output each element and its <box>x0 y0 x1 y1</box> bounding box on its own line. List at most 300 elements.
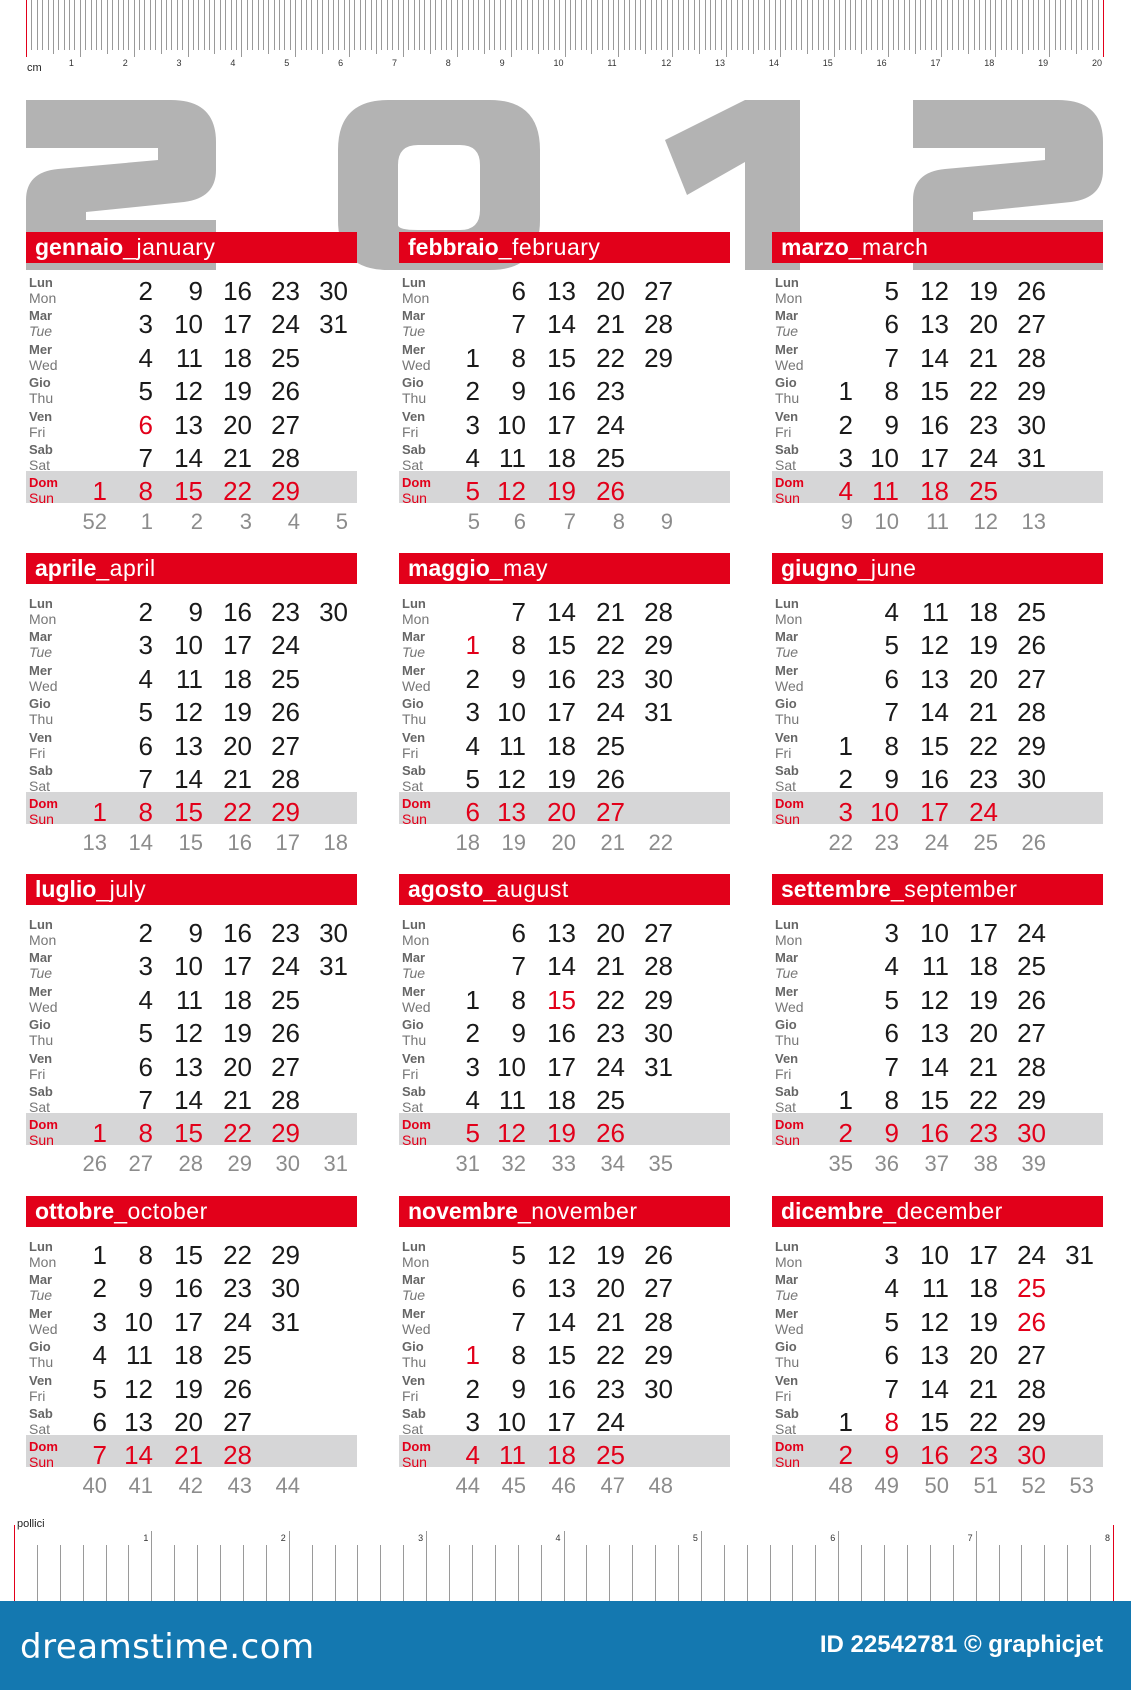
calendar-date[interactable]: 4 <box>465 730 480 761</box>
calendar-date[interactable]: 2 <box>465 376 480 407</box>
holiday-date[interactable]: 30 <box>1017 1118 1046 1149</box>
calendar-date[interactable]: 4 <box>884 597 899 627</box>
calendar-date[interactable]: 27 <box>1017 309 1046 340</box>
calendar-date[interactable]: 20 <box>223 730 252 761</box>
calendar-date[interactable]: 27 <box>223 1407 252 1437</box>
calendar-date[interactable]: 26 <box>1017 630 1046 661</box>
calendar-date[interactable]: 3 <box>138 951 153 982</box>
holiday-date[interactable]: 29 <box>271 1118 300 1149</box>
holiday-date[interactable]: 25 <box>596 1440 625 1471</box>
holiday-date[interactable]: 5 <box>465 476 480 507</box>
calendar-date[interactable]: 10 <box>174 951 203 982</box>
holiday-date[interactable]: 15 <box>547 984 576 1015</box>
calendar-date[interactable]: 19 <box>596 1240 625 1270</box>
calendar-date[interactable]: 14 <box>920 1373 949 1404</box>
calendar-date[interactable]: 4 <box>465 443 480 473</box>
calendar-date[interactable]: 7 <box>511 309 526 340</box>
calendar-date[interactable]: 14 <box>174 1085 203 1115</box>
calendar-date[interactable]: 11 <box>922 597 949 627</box>
calendar-date[interactable]: 16 <box>223 918 252 948</box>
calendar-date[interactable]: 26 <box>223 1373 252 1404</box>
calendar-date[interactable]: 4 <box>138 342 153 373</box>
calendar-date[interactable]: 31 <box>319 309 348 340</box>
calendar-date[interactable]: 13 <box>174 1051 203 1082</box>
calendar-date[interactable]: 29 <box>1017 1407 1046 1437</box>
calendar-date[interactable]: 9 <box>511 663 526 694</box>
calendar-date[interactable]: 8 <box>511 1340 526 1371</box>
calendar-date[interactable]: 16 <box>223 276 252 306</box>
calendar-date[interactable]: 9 <box>884 764 899 794</box>
calendar-date[interactable]: 24 <box>596 1407 625 1437</box>
calendar-date[interactable]: 13 <box>920 1340 949 1371</box>
calendar-date[interactable]: 22 <box>969 376 998 407</box>
calendar-date[interactable]: 19 <box>969 1306 998 1337</box>
calendar-date[interactable]: 10 <box>124 1306 153 1337</box>
calendar-date[interactable]: 29 <box>271 1240 300 1270</box>
calendar-date[interactable]: 10 <box>174 630 203 661</box>
calendar-date[interactable]: 27 <box>1017 1018 1046 1049</box>
holiday-date[interactable]: 19 <box>547 476 576 507</box>
calendar-date[interactable]: 5 <box>92 1373 107 1404</box>
calendar-date[interactable]: 5 <box>511 1240 526 1270</box>
holiday-date[interactable]: 14 <box>124 1440 153 1471</box>
calendar-date[interactable]: 27 <box>271 730 300 761</box>
calendar-date[interactable]: 27 <box>1017 1340 1046 1371</box>
calendar-date[interactable]: 29 <box>644 1340 673 1371</box>
calendar-date[interactable]: 5 <box>465 764 480 794</box>
calendar-date[interactable]: 25 <box>223 1340 252 1371</box>
calendar-date[interactable]: 13 <box>920 663 949 694</box>
calendar-date[interactable]: 6 <box>884 1340 899 1371</box>
holiday-date[interactable]: 8 <box>138 1118 153 1149</box>
calendar-date[interactable]: 17 <box>547 409 576 440</box>
calendar-date[interactable]: 30 <box>1017 764 1046 794</box>
calendar-date[interactable]: 21 <box>223 764 252 794</box>
calendar-date[interactable]: 20 <box>223 409 252 440</box>
calendar-date[interactable]: 4 <box>138 663 153 694</box>
calendar-date[interactable]: 22 <box>223 1240 252 1270</box>
holiday-date[interactable]: 18 <box>920 476 949 507</box>
calendar-date[interactable]: 10 <box>920 918 949 948</box>
calendar-date[interactable]: 17 <box>920 443 949 473</box>
holiday-date[interactable]: 22 <box>223 476 252 507</box>
calendar-date[interactable]: 4 <box>884 951 899 982</box>
calendar-date[interactable]: 26 <box>1017 984 1046 1015</box>
calendar-date[interactable]: 25 <box>271 984 300 1015</box>
calendar-date[interactable]: 6 <box>884 309 899 340</box>
calendar-date[interactable]: 18 <box>547 1085 576 1115</box>
calendar-date[interactable]: 26 <box>644 1240 673 1270</box>
calendar-date[interactable]: 3 <box>92 1306 107 1337</box>
calendar-date[interactable]: 14 <box>547 597 576 627</box>
calendar-date[interactable]: 6 <box>884 663 899 694</box>
calendar-date[interactable]: 8 <box>884 730 899 761</box>
calendar-date[interactable]: 3 <box>465 409 480 440</box>
holiday-date[interactable]: 28 <box>223 1440 252 1471</box>
calendar-date[interactable]: 20 <box>969 663 998 694</box>
calendar-date[interactable]: 29 <box>644 984 673 1015</box>
calendar-date[interactable]: 28 <box>1017 1051 1046 1082</box>
calendar-date[interactable]: 12 <box>174 697 203 728</box>
calendar-date[interactable]: 1 <box>465 984 480 1015</box>
calendar-date[interactable]: 23 <box>271 597 300 627</box>
calendar-date[interactable]: 11 <box>176 342 203 373</box>
calendar-date[interactable]: 16 <box>547 663 576 694</box>
calendar-date[interactable]: 25 <box>1017 951 1046 982</box>
calendar-date[interactable]: 24 <box>271 951 300 982</box>
calendar-date[interactable]: 28 <box>1017 342 1046 373</box>
calendar-date[interactable]: 31 <box>644 697 673 728</box>
calendar-date[interactable]: 1 <box>838 1085 853 1115</box>
calendar-date[interactable]: 17 <box>547 1407 576 1437</box>
calendar-date[interactable]: 14 <box>547 951 576 982</box>
calendar-date[interactable]: 11 <box>176 663 203 694</box>
calendar-date[interactable]: 8 <box>511 342 526 373</box>
calendar-date[interactable]: 27 <box>271 409 300 440</box>
calendar-date[interactable]: 10 <box>497 409 526 440</box>
calendar-date[interactable]: 25 <box>596 1085 625 1115</box>
calendar-date[interactable]: 12 <box>497 764 526 794</box>
calendar-date[interactable]: 25 <box>596 730 625 761</box>
calendar-date[interactable]: 2 <box>138 918 153 948</box>
calendar-date[interactable]: 20 <box>596 276 625 306</box>
calendar-date[interactable]: 23 <box>596 663 625 694</box>
calendar-date[interactable]: 30 <box>319 597 348 627</box>
calendar-date[interactable]: 29 <box>644 630 673 661</box>
calendar-date[interactable]: 9 <box>188 597 203 627</box>
holiday-date[interactable]: 11 <box>499 1440 526 1471</box>
calendar-date[interactable]: 12 <box>174 1018 203 1049</box>
calendar-date[interactable]: 16 <box>174 1273 203 1304</box>
calendar-date[interactable]: 7 <box>138 1085 153 1115</box>
calendar-date[interactable]: 21 <box>596 1306 625 1337</box>
calendar-date[interactable]: 24 <box>223 1306 252 1337</box>
calendar-date[interactable]: 19 <box>969 984 998 1015</box>
calendar-date[interactable]: 17 <box>547 697 576 728</box>
calendar-date[interactable]: 7 <box>884 342 899 373</box>
calendar-date[interactable]: 14 <box>920 1051 949 1082</box>
calendar-date[interactable]: 7 <box>884 1051 899 1082</box>
calendar-date[interactable]: 6 <box>138 730 153 761</box>
calendar-date[interactable]: 18 <box>547 730 576 761</box>
calendar-date[interactable]: 7 <box>138 443 153 473</box>
calendar-date[interactable]: 14 <box>920 342 949 373</box>
holiday-date[interactable]: 12 <box>497 1118 526 1149</box>
calendar-date[interactable]: 3 <box>465 1407 480 1437</box>
holiday-date[interactable]: 25 <box>1017 1273 1046 1304</box>
calendar-date[interactable]: 6 <box>884 1018 899 1049</box>
holiday-date[interactable]: 15 <box>174 797 203 828</box>
calendar-date[interactable]: 21 <box>969 697 998 728</box>
calendar-date[interactable]: 15 <box>547 630 576 661</box>
calendar-date[interactable]: 10 <box>497 697 526 728</box>
calendar-date[interactable]: 13 <box>547 1273 576 1304</box>
calendar-date[interactable]: 15 <box>174 1240 203 1270</box>
holiday-date[interactable]: 15 <box>174 476 203 507</box>
calendar-date[interactable]: 21 <box>223 1085 252 1115</box>
calendar-date[interactable]: 20 <box>596 1273 625 1304</box>
calendar-date[interactable]: 11 <box>499 1085 526 1115</box>
calendar-date[interactable]: 29 <box>1017 730 1046 761</box>
calendar-date[interactable]: 12 <box>920 630 949 661</box>
calendar-date[interactable]: 3 <box>465 697 480 728</box>
calendar-date[interactable]: 24 <box>271 630 300 661</box>
calendar-date[interactable]: 9 <box>188 276 203 306</box>
calendar-date[interactable]: 27 <box>644 276 673 306</box>
holiday-date[interactable]: 23 <box>969 1440 998 1471</box>
calendar-date[interactable]: 23 <box>271 918 300 948</box>
holiday-date[interactable]: 1 <box>465 630 480 661</box>
holiday-date[interactable]: 22 <box>223 797 252 828</box>
calendar-date[interactable]: 29 <box>1017 376 1046 407</box>
calendar-date[interactable]: 2 <box>138 597 153 627</box>
calendar-date[interactable]: 26 <box>271 376 300 407</box>
calendar-date[interactable]: 17 <box>223 630 252 661</box>
calendar-date[interactable]: 19 <box>223 697 252 728</box>
calendar-date[interactable]: 6 <box>138 1051 153 1082</box>
holiday-date[interactable]: 8 <box>138 476 153 507</box>
calendar-date[interactable]: 8 <box>138 1240 153 1270</box>
calendar-date[interactable]: 21 <box>969 1051 998 1082</box>
holiday-date[interactable]: 30 <box>1017 1440 1046 1471</box>
calendar-date[interactable]: 4 <box>92 1340 107 1371</box>
calendar-date[interactable]: 15 <box>547 1340 576 1371</box>
calendar-date[interactable]: 28 <box>644 309 673 340</box>
holiday-date[interactable]: 8 <box>884 1407 899 1437</box>
calendar-date[interactable]: 11 <box>499 443 526 473</box>
calendar-date[interactable]: 6 <box>511 918 526 948</box>
holiday-date[interactable]: 13 <box>497 797 526 828</box>
holiday-date[interactable]: 29 <box>271 797 300 828</box>
calendar-date[interactable]: 9 <box>511 376 526 407</box>
calendar-date[interactable]: 30 <box>644 1018 673 1049</box>
calendar-date[interactable]: 1 <box>92 1240 107 1270</box>
calendar-date[interactable]: 7 <box>511 951 526 982</box>
calendar-date[interactable]: 24 <box>1017 918 1046 948</box>
holiday-date[interactable]: 19 <box>547 1118 576 1149</box>
holiday-date[interactable]: 26 <box>1017 1306 1046 1337</box>
calendar-date[interactable]: 13 <box>547 918 576 948</box>
calendar-date[interactable]: 3 <box>838 443 853 473</box>
calendar-date[interactable]: 25 <box>271 342 300 373</box>
calendar-date[interactable]: 8 <box>884 376 899 407</box>
holiday-date[interactable]: 3 <box>838 797 853 828</box>
calendar-date[interactable]: 5 <box>884 984 899 1015</box>
calendar-date[interactable]: 21 <box>596 951 625 982</box>
calendar-date[interactable]: 7 <box>884 697 899 728</box>
holiday-date[interactable]: 2 <box>838 1440 853 1471</box>
calendar-date[interactable]: 16 <box>547 1018 576 1049</box>
calendar-date[interactable]: 15 <box>920 1407 949 1437</box>
holiday-date[interactable]: 1 <box>92 797 107 828</box>
calendar-date[interactable]: 18 <box>174 1340 203 1371</box>
calendar-date[interactable]: 23 <box>969 764 998 794</box>
calendar-date[interactable]: 20 <box>223 1051 252 1082</box>
calendar-date[interactable]: 7 <box>511 1306 526 1337</box>
calendar-date[interactable]: 13 <box>547 276 576 306</box>
calendar-date[interactable]: 27 <box>644 1273 673 1304</box>
calendar-date[interactable]: 10 <box>174 309 203 340</box>
calendar-date[interactable]: 15 <box>920 730 949 761</box>
holiday-date[interactable]: 20 <box>547 797 576 828</box>
calendar-date[interactable]: 3 <box>465 1051 480 1082</box>
calendar-date[interactable]: 18 <box>223 984 252 1015</box>
calendar-date[interactable]: 3 <box>884 918 899 948</box>
calendar-date[interactable]: 28 <box>644 951 673 982</box>
calendar-date[interactable]: 15 <box>920 1085 949 1115</box>
calendar-date[interactable]: 15 <box>547 342 576 373</box>
calendar-date[interactable]: 5 <box>138 1018 153 1049</box>
calendar-date[interactable]: 5 <box>138 376 153 407</box>
calendar-date[interactable]: 20 <box>969 1340 998 1371</box>
calendar-date[interactable]: 28 <box>271 764 300 794</box>
calendar-date[interactable]: 3 <box>884 1240 899 1270</box>
calendar-date[interactable]: 18 <box>223 663 252 694</box>
calendar-date[interactable]: 10 <box>920 1240 949 1270</box>
calendar-date[interactable]: 14 <box>174 764 203 794</box>
calendar-date[interactable]: 16 <box>920 764 949 794</box>
calendar-date[interactable]: 18 <box>969 1273 998 1304</box>
holiday-date[interactable]: 8 <box>138 797 153 828</box>
holiday-date[interactable]: 4 <box>838 476 853 507</box>
holiday-date[interactable]: 1 <box>465 1340 480 1371</box>
calendar-date[interactable]: 9 <box>511 1018 526 1049</box>
calendar-date[interactable]: 11 <box>922 951 949 982</box>
calendar-date[interactable]: 20 <box>174 1407 203 1437</box>
calendar-date[interactable]: 31 <box>1017 443 1046 473</box>
calendar-date[interactable]: 12 <box>920 1306 949 1337</box>
calendar-date[interactable]: 6 <box>92 1407 107 1437</box>
calendar-date[interactable]: 16 <box>223 597 252 627</box>
calendar-date[interactable]: 29 <box>1017 1085 1046 1115</box>
calendar-date[interactable]: 1 <box>465 342 480 373</box>
calendar-date[interactable]: 23 <box>223 1273 252 1304</box>
calendar-date[interactable]: 25 <box>596 443 625 473</box>
calendar-date[interactable]: 11 <box>499 730 526 761</box>
calendar-date[interactable]: 24 <box>271 309 300 340</box>
calendar-date[interactable]: 1 <box>838 376 853 407</box>
calendar-date[interactable]: 31 <box>319 951 348 982</box>
holiday-date[interactable]: 27 <box>596 797 625 828</box>
calendar-date[interactable]: 14 <box>920 697 949 728</box>
calendar-date[interactable]: 2 <box>838 409 853 440</box>
calendar-date[interactable]: 7 <box>511 597 526 627</box>
calendar-date[interactable]: 27 <box>271 1051 300 1082</box>
calendar-date[interactable]: 12 <box>547 1240 576 1270</box>
holiday-date[interactable]: 10 <box>870 797 899 828</box>
calendar-date[interactable]: 14 <box>547 309 576 340</box>
calendar-date[interactable]: 28 <box>271 1085 300 1115</box>
calendar-date[interactable]: 13 <box>920 309 949 340</box>
holiday-date[interactable]: 21 <box>174 1440 203 1471</box>
holiday-date[interactable]: 17 <box>920 797 949 828</box>
holiday-date[interactable]: 4 <box>465 1440 480 1471</box>
calendar-date[interactable]: 23 <box>271 276 300 306</box>
calendar-date[interactable]: 17 <box>969 918 998 948</box>
calendar-date[interactable]: 10 <box>497 1051 526 1082</box>
calendar-date[interactable]: 18 <box>547 443 576 473</box>
calendar-date[interactable]: 29 <box>644 342 673 373</box>
calendar-date[interactable]: 13 <box>920 1018 949 1049</box>
calendar-date[interactable]: 13 <box>174 409 203 440</box>
calendar-date[interactable]: 23 <box>596 1373 625 1404</box>
holiday-date[interactable]: 23 <box>969 1118 998 1149</box>
calendar-date[interactable]: 10 <box>497 1407 526 1437</box>
brand-logo[interactable]: dreamstime.com <box>20 1627 315 1667</box>
calendar-date[interactable]: 15 <box>920 376 949 407</box>
calendar-date[interactable]: 11 <box>176 984 203 1015</box>
calendar-date[interactable]: 8 <box>884 1085 899 1115</box>
calendar-date[interactable]: 14 <box>174 443 203 473</box>
calendar-date[interactable]: 26 <box>596 764 625 794</box>
calendar-date[interactable]: 17 <box>223 309 252 340</box>
holiday-date[interactable]: 25 <box>969 476 998 507</box>
calendar-date[interactable]: 17 <box>969 1240 998 1270</box>
holiday-date[interactable]: 26 <box>596 476 625 507</box>
holiday-date[interactable]: 1 <box>92 476 107 507</box>
holiday-date[interactable]: 2 <box>838 1118 853 1149</box>
calendar-date[interactable]: 2 <box>465 1018 480 1049</box>
calendar-date[interactable]: 22 <box>596 342 625 373</box>
holiday-date[interactable]: 24 <box>969 797 998 828</box>
calendar-date[interactable]: 7 <box>138 764 153 794</box>
holiday-date[interactable]: 15 <box>174 1118 203 1149</box>
calendar-date[interactable]: 9 <box>884 409 899 440</box>
calendar-date[interactable]: 10 <box>870 443 899 473</box>
calendar-date[interactable]: 17 <box>547 1051 576 1082</box>
calendar-date[interactable]: 21 <box>969 1373 998 1404</box>
calendar-date[interactable]: 22 <box>969 730 998 761</box>
holiday-date[interactable]: 9 <box>884 1118 899 1149</box>
calendar-date[interactable]: 16 <box>547 1373 576 1404</box>
calendar-date[interactable]: 31 <box>644 1051 673 1082</box>
calendar-date[interactable]: 5 <box>884 1306 899 1337</box>
calendar-date[interactable]: 19 <box>547 764 576 794</box>
holiday-date[interactable]: 11 <box>872 476 899 507</box>
calendar-date[interactable]: 2 <box>838 764 853 794</box>
holiday-date[interactable]: 1 <box>92 1118 107 1149</box>
holiday-date[interactable]: 18 <box>547 1440 576 1471</box>
calendar-date[interactable]: 30 <box>319 918 348 948</box>
calendar-date[interactable]: 22 <box>969 1085 998 1115</box>
calendar-date[interactable]: 21 <box>596 597 625 627</box>
calendar-date[interactable]: 17 <box>174 1306 203 1337</box>
calendar-date[interactable]: 2 <box>465 663 480 694</box>
calendar-date[interactable]: 31 <box>1065 1240 1094 1270</box>
calendar-date[interactable]: 19 <box>969 276 998 306</box>
calendar-date[interactable]: 23 <box>596 1018 625 1049</box>
calendar-date[interactable]: 28 <box>644 597 673 627</box>
calendar-date[interactable]: 20 <box>969 1018 998 1049</box>
holiday-date[interactable]: 12 <box>497 476 526 507</box>
calendar-date[interactable]: 26 <box>271 1018 300 1049</box>
calendar-date[interactable]: 9 <box>511 1373 526 1404</box>
calendar-date[interactable]: 16 <box>920 409 949 440</box>
calendar-date[interactable]: 21 <box>969 342 998 373</box>
calendar-date[interactable]: 2 <box>465 1373 480 1404</box>
calendar-date[interactable]: 20 <box>596 918 625 948</box>
calendar-date[interactable]: 19 <box>969 630 998 661</box>
calendar-date[interactable]: 7 <box>884 1373 899 1404</box>
calendar-date[interactable]: 6 <box>511 1273 526 1304</box>
calendar-date[interactable]: 30 <box>644 1373 673 1404</box>
calendar-date[interactable]: 1 <box>838 1407 853 1437</box>
calendar-date[interactable]: 13 <box>124 1407 153 1437</box>
calendar-date[interactable]: 30 <box>271 1273 300 1304</box>
calendar-date[interactable]: 22 <box>596 630 625 661</box>
calendar-date[interactable]: 22 <box>596 984 625 1015</box>
calendar-date[interactable]: 19 <box>223 376 252 407</box>
